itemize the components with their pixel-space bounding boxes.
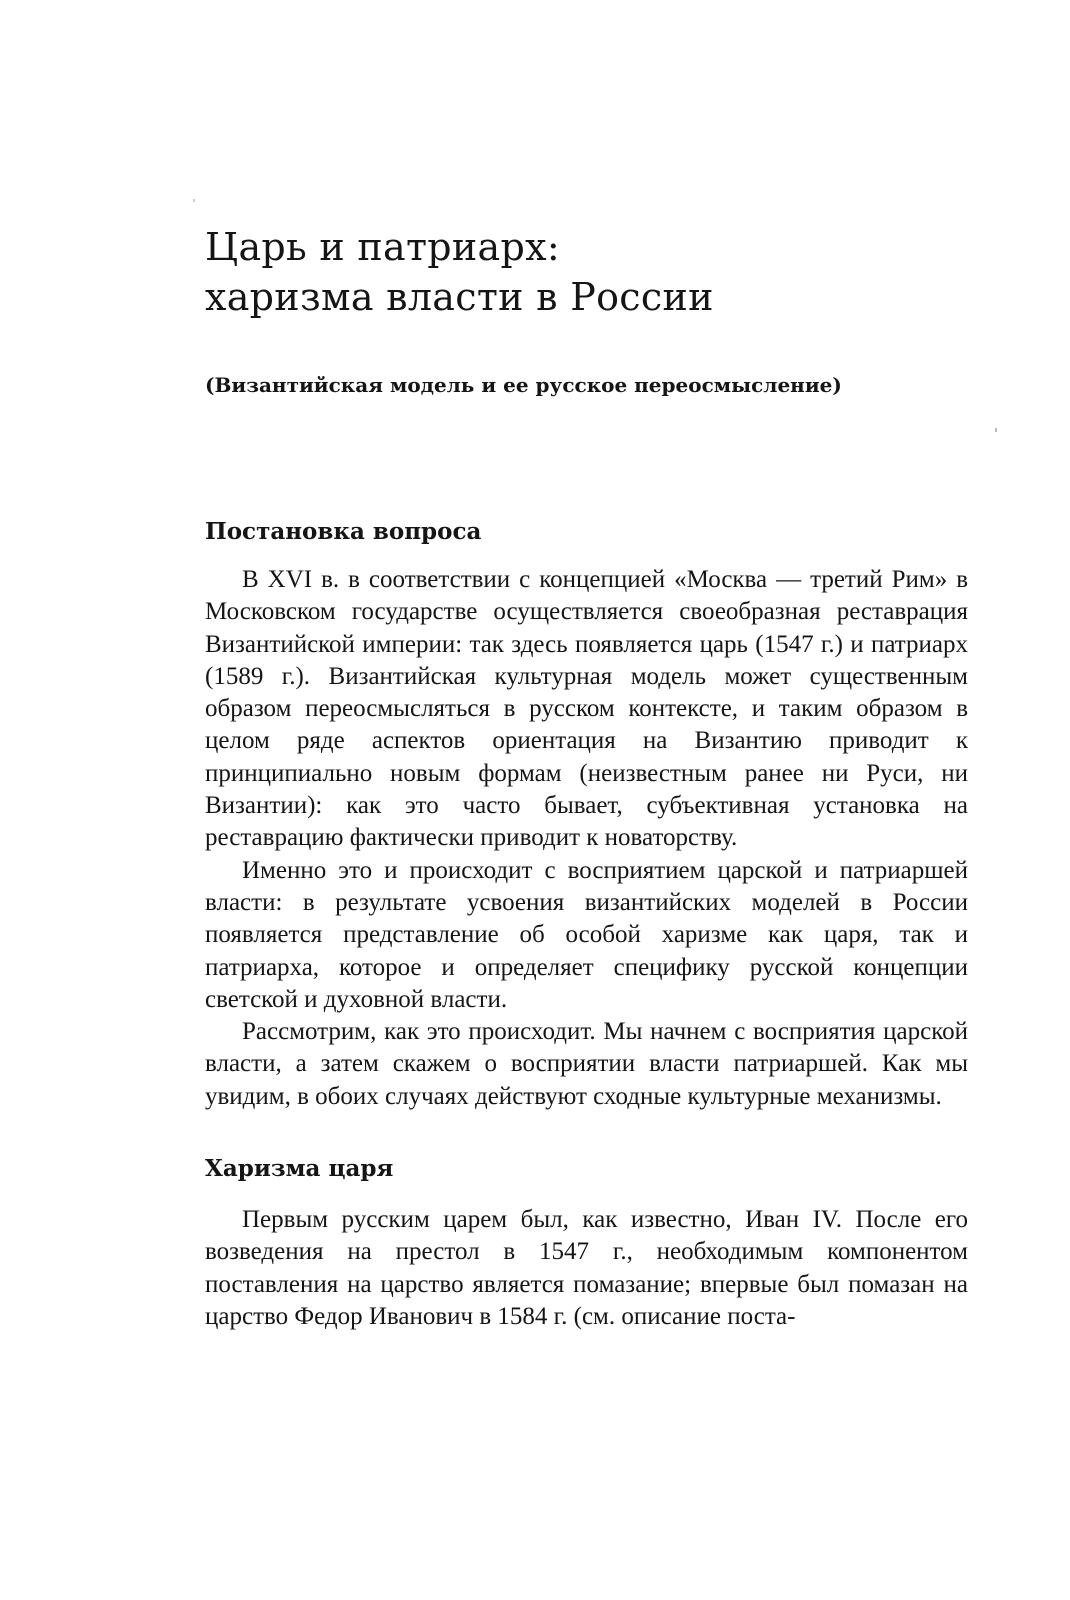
scan-speck	[193, 199, 195, 202]
chapter-title	[205, 222, 968, 322]
paragraph: В XVI в. в соответствии с концепцией «Москва — третий Рим» в Московском государстве осуществляется своеобразная реставрация Византийской империи: так здесь появляется царь (1547 г.) и патриарх (1589 г.). Византийская культурная модель может существенным образом переосмысляться в русском контексте, и таким образом в целом ряде аспектов ориентация на Византию приводит к принципиально новым формам (неизвестным ранее ни Руси, ни Византии): как это часто бывает, субъективная установка на реставрацию фактически приводит к новаторству.	[205, 566, 968, 852]
page-body	[205, 222, 968, 1333]
chapter-subtitle: (Византийская модель и ее русское переосмысление)	[205, 373, 842, 397]
scan-speck	[995, 428, 997, 432]
paragraph: Первым русским царем был, как известно, Иван IV. После его возведения на престол в 1547 г., необходимым компонентом поставления на царство является помазание; впервые был помазан на царство Федор Иванович в 1584 г. (см. описание поста-	[205, 1206, 968, 1330]
paragraph: Именно это и происходит с восприятием царской и патриаршей власти: в результате усвоения византийских моделей в России появляется представление об особой харизме как царя, так и патриарха, которое и определяет специфику русской концепции светской и духовной власти.	[205, 856, 968, 1013]
chapter-title-line-2: харизма власти в России	[205, 275, 714, 319]
section-heading-tsar-charisma: Харизма царя	[205, 1155, 394, 1183]
paragraph: Рассмотрим, как это происходит. Мы начнем с восприятия царской власти, а затем скажем о восприятии власти патриаршей. Как мы увидим, в обоих случаях действуют сходные культурные механизмы.	[205, 1018, 968, 1110]
chapter-title-line-1: Царь и патриарх:	[205, 225, 560, 269]
section-heading-problem: Постановка вопроса	[205, 518, 482, 545]
